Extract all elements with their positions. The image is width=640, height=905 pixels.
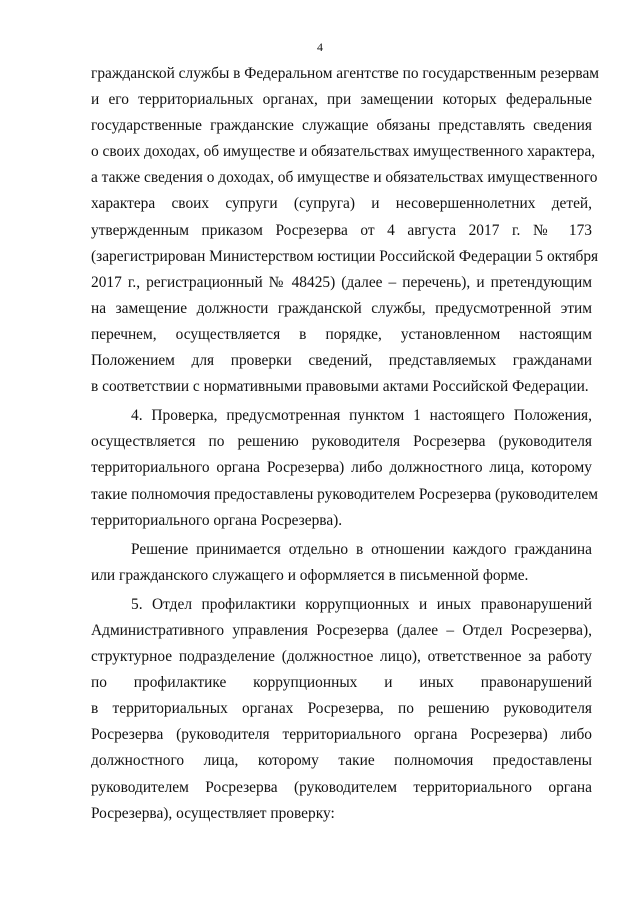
- text-line: Решение принимается отдельно в отношении каждого гражданина: [131, 540, 592, 558]
- text-line: территориального органа Росрезерва) либо должностного лица, которому: [91, 459, 592, 477]
- paragraph-item-4: [91, 403, 599, 533]
- text-line: руководителем Росрезерва (руководителем территориального органа: [91, 778, 592, 796]
- text-line: перечнем, осуществляется в порядке, установленном настоящим: [91, 325, 592, 343]
- text-line: по профилактике коррупционных и иных правонарушений: [91, 674, 592, 692]
- document-body: [91, 61, 600, 827]
- text-line: должностного лица, которому такие полномочия предоставлены: [91, 752, 592, 770]
- text-line: структурное подразделение (должностное лицо), ответственное за работу: [91, 648, 592, 666]
- paragraph-continuation: [91, 61, 600, 400]
- text-line: характера своих супруги (супруга) и несовершеннолетних детей,: [91, 195, 592, 213]
- text-line: государственные гражданские служащие обязаны представлять сведения: [91, 117, 592, 135]
- text-line: 4. Проверка, предусмотренная пунктом 1 настоящего Положения,: [131, 407, 592, 425]
- text-line: (зарегистрирован Министерством юстиции Российской Федерации 5 октября: [91, 247, 599, 265]
- text-line: утвержденным приказом Росрезерва от 4 августа 2017 г. № 173: [91, 221, 592, 239]
- text-line: такие полномочия предоставлены руководителем Росрезерва (руководителем: [91, 485, 599, 503]
- text-line: Административного управления Росрезерва (далее – Отдел Росрезерва),: [91, 621, 592, 639]
- text-line: осуществляется по решению руководителя Росрезерва (руководителя: [91, 433, 592, 451]
- text-line: в территориальных органах Росрезерва, по решению руководителя: [91, 700, 592, 718]
- text-line: территориального органа Росрезерва).: [91, 511, 343, 529]
- paragraph-item-5: [91, 592, 592, 827]
- text-line: гражданской службы в Федеральном агентстве по государственным резервам: [91, 65, 600, 82]
- text-line: на замещение должности гражданской службы, предусмотренной этим: [91, 299, 592, 317]
- text-line: и его территориальных органах, при замещении которых федеральные: [91, 91, 592, 109]
- paragraph-decision: [91, 537, 592, 589]
- page-number: 4: [317, 40, 323, 54]
- text-line: Росрезерва), осуществляет проверку:: [91, 804, 335, 822]
- text-line: в соответствии с нормативными правовыми актами Российской Федерации.: [91, 378, 589, 396]
- text-line: о своих доходах, об имуществе и обязательствах имущественного характера,: [91, 143, 596, 161]
- text-line: а также сведения о доходах, об имуществе и обязательствах имущественного: [91, 169, 598, 187]
- text-line: 5. Отдел профилактики коррупционных и иных правонарушений: [131, 595, 592, 613]
- text-line: Положением для проверки сведений, представляемых гражданами: [91, 352, 592, 370]
- text-line: Росрезерва (руководителя территориального органа Росрезерва) либо: [91, 726, 592, 744]
- text-line: или гражданского служащего и оформляется в письменной форме.: [91, 566, 529, 584]
- text-line: 2017 г., регистрационный № 48425) (далее – перечень), и претендующим: [91, 273, 592, 291]
